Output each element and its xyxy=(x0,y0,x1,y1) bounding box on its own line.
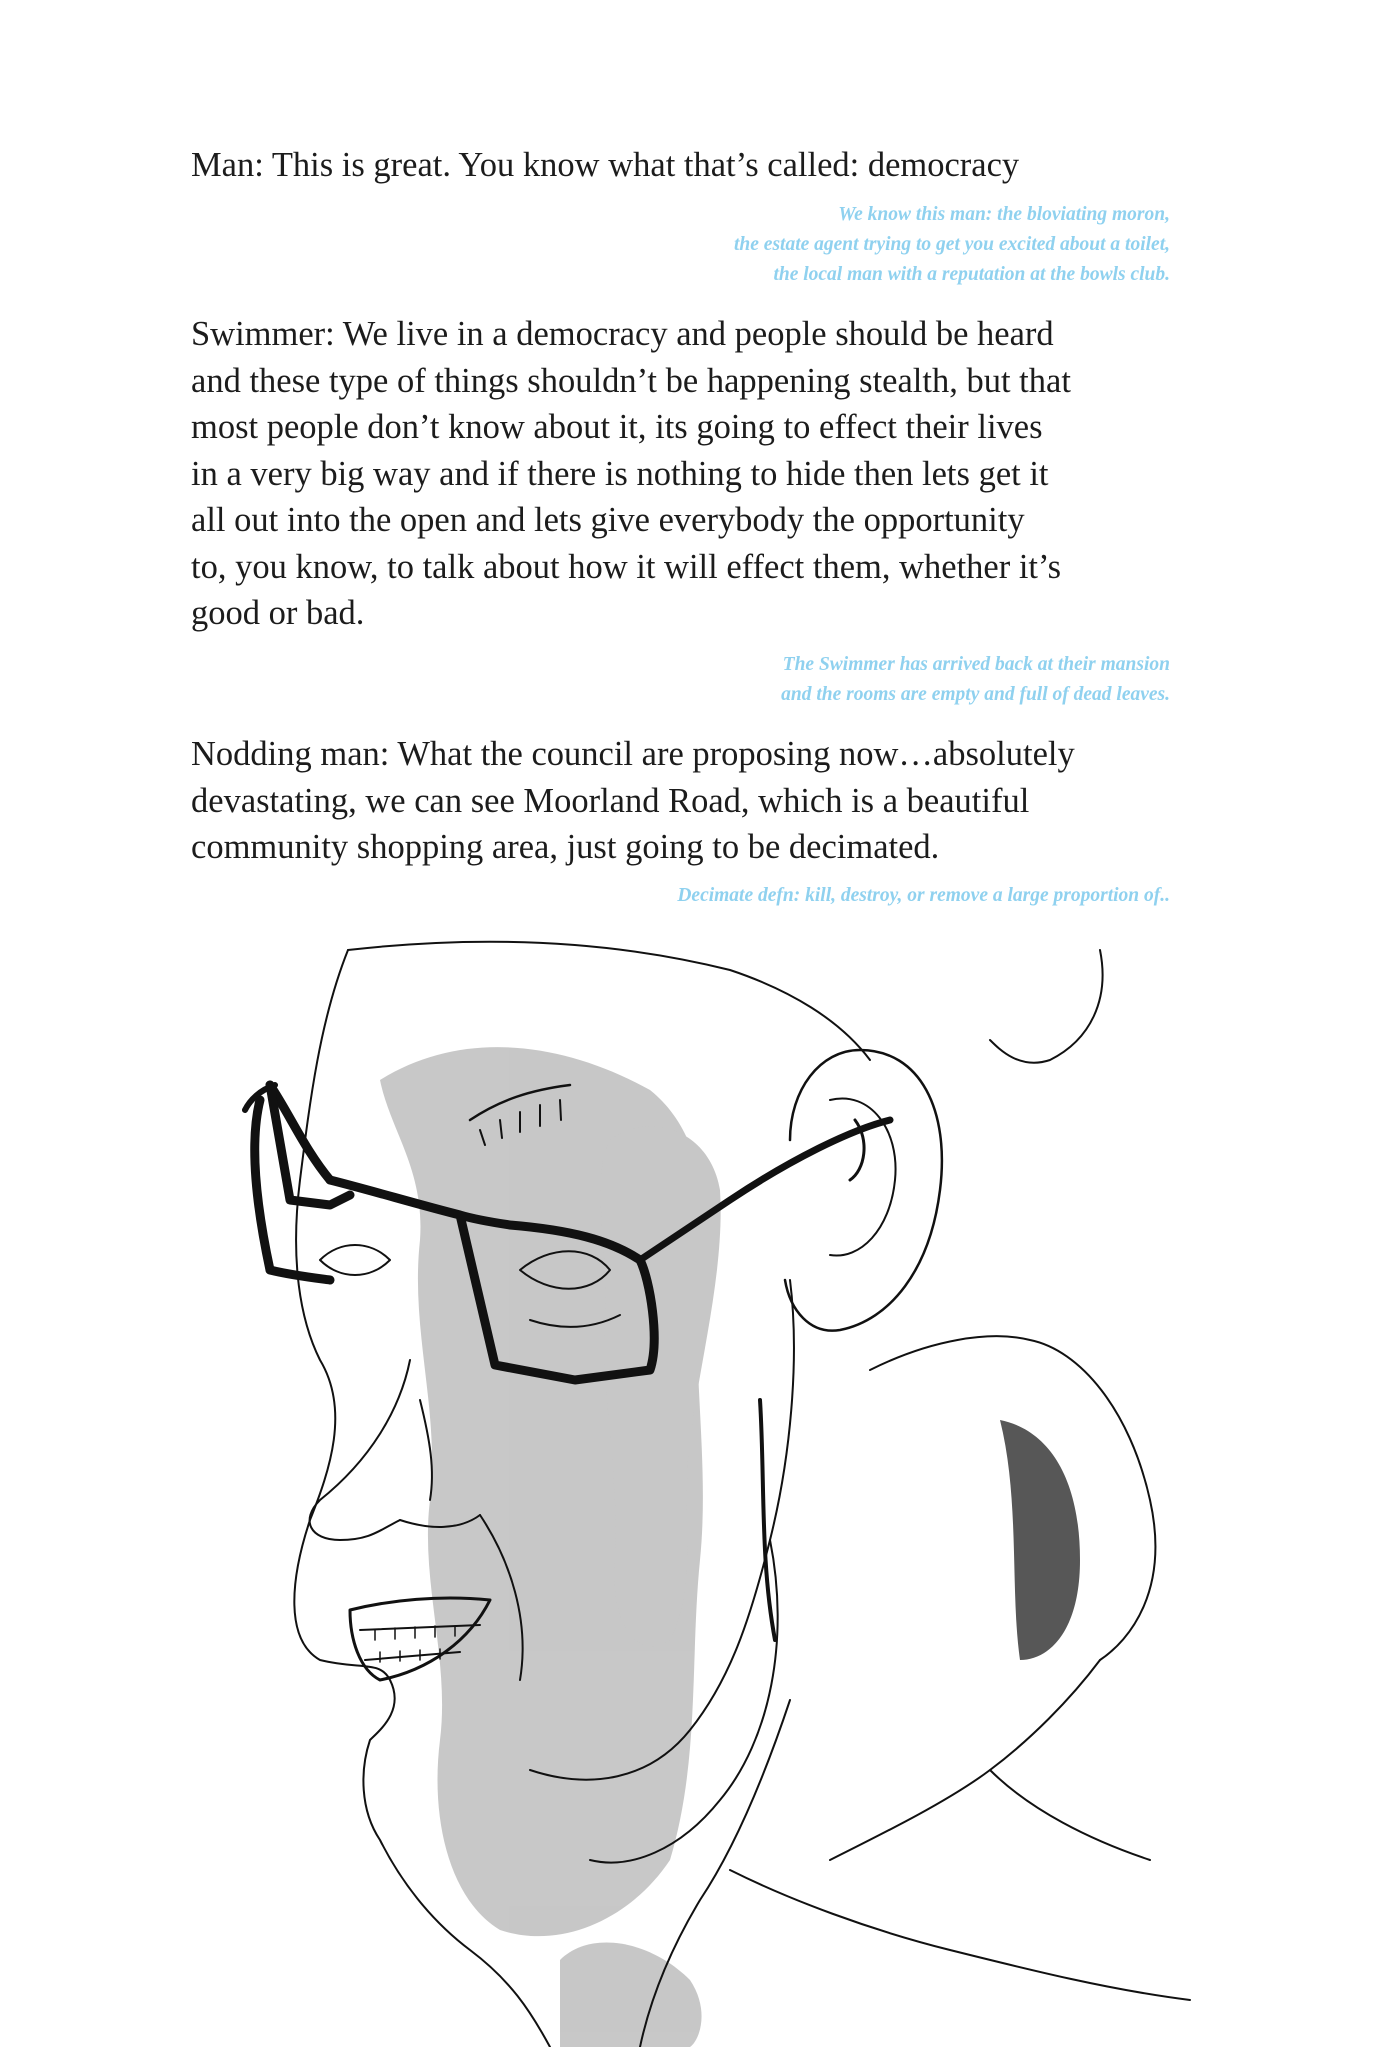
dark-collar-shadow xyxy=(1000,1420,1080,1660)
annotation-line: The Swimmer has arrived back at their mansion xyxy=(782,654,1170,675)
dialogue-line: devastating, we can see Moorland Road, which is a beautiful xyxy=(191,781,1030,820)
dialogue-line: most people don’t know about it, its going to effect their lives xyxy=(191,408,1043,446)
dialogue-nodding-man xyxy=(191,731,1191,871)
dialogue-line: Nodding man: What the council are proposing now…absolutely xyxy=(191,735,1075,773)
dialogue-man xyxy=(191,142,1191,189)
annotation-line: Decimate defn: kill, destroy, or remove a large proportion of.. xyxy=(677,885,1170,906)
dialogue-line: and these type of things shouldn’t be happening stealth, but that xyxy=(191,361,1071,400)
ink-wash-shading xyxy=(380,1047,721,2047)
dialogue-line: Swimmer: We live in a democracy and people should be heard xyxy=(191,315,1054,353)
annotation-line: the local man with a reputation at the bowls club. xyxy=(773,264,1170,285)
dialogue-swimmer xyxy=(191,311,1191,637)
annotation-swimmer-mansion xyxy=(470,650,1170,710)
dialogue-line: to, you know, to talk about how it will effect them, whether it’s xyxy=(191,547,1062,586)
dialogue-line: all out into the open and lets give everybody the opportunity xyxy=(191,501,1025,539)
portrait-illustration xyxy=(230,940,1250,2047)
dialogue-line: Man: This is great. You know what that’s called: democracy xyxy=(191,146,1020,184)
annotation-bloviating-man xyxy=(470,200,1170,290)
annotation-line: the estate agent trying to get you excited about a toilet, xyxy=(734,234,1170,255)
annotation-line: and the rooms are empty and full of dead leaves. xyxy=(781,684,1170,705)
annotation-line: We know this man: the bloviating moron, xyxy=(838,204,1170,225)
annotation-decimate-definition xyxy=(470,881,1170,911)
dialogue-line: community shopping area, just going to be decimated. xyxy=(191,828,940,866)
dialogue-line: in a very big way and if there is nothing to hide then lets get it xyxy=(191,454,1049,493)
dialogue-line: good or bad. xyxy=(191,594,365,632)
